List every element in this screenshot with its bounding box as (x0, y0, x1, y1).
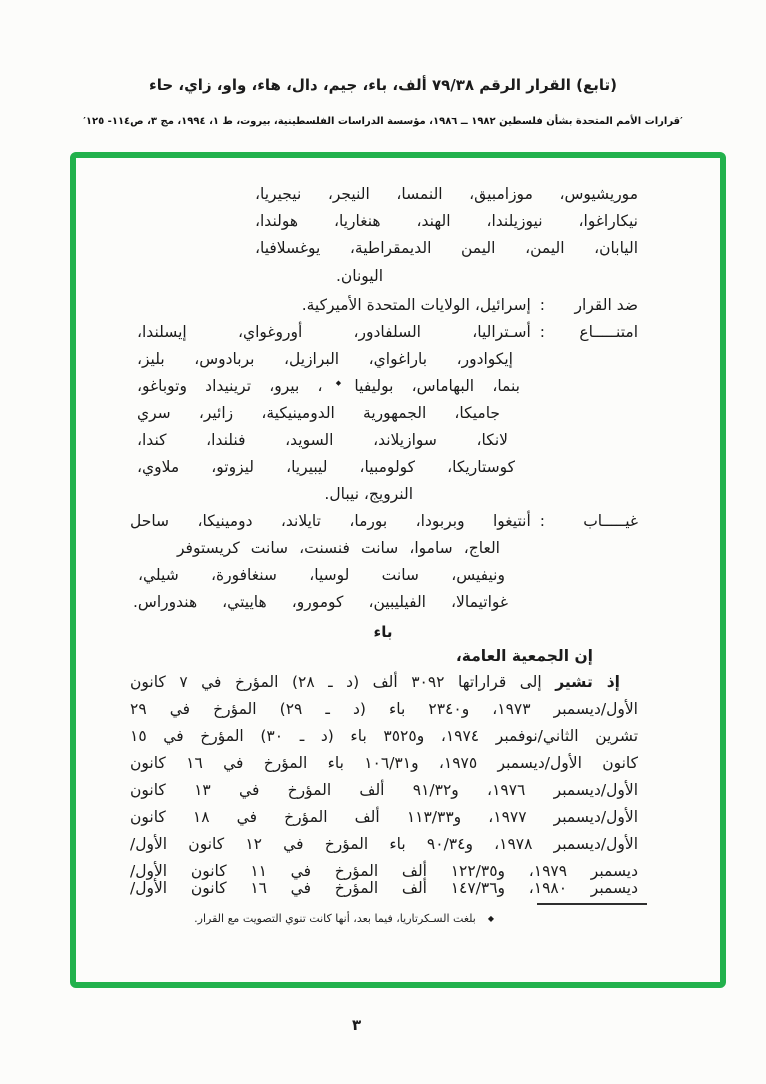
recall-line: ديسمبر ١٩٨٠، و١٤٧/٣٦ ألف المؤرخ في ١٦ كانون الأول/ (130, 879, 638, 897)
abstain-line: لانكا، سوازيلاند، السويد، فنلندا، كندا، (137, 431, 508, 449)
abstain-line: إيكوادور، باراغواي، البرازيل، بربادوس، بليز، (137, 350, 513, 368)
entry-colon: : (539, 512, 545, 530)
section-heading: باء (373, 623, 393, 641)
source-citation: ′قرارات الأمم المتحدة بشأن فلسطين ١٩٨٢ ــ ١٩٨٦، مؤسسة الدراسات الفلسطينية، بيروت، ط ١، ١٩٩٤، مج ٣، ص١١٤- ١٢٥′ (83, 116, 683, 127)
recall-line: تشرين الثاني/نوفمبر ١٩٧٤، و٣٥٢٥ باء (د ـ ٣٠) المؤرخ في ١٥ (130, 727, 639, 745)
recall-line: الأول/ديسمبر ١٩٧٧، و١١٣/٣٣ ألف المؤرخ في ١٨ كانون (130, 808, 638, 826)
abstain-line-text: ، بيرو، ترينيداد وتوباغو، (137, 377, 323, 395)
absent-entry (130, 511, 638, 531)
recall-line: الأول/ديسمبر ١٩٧٣، و٢٣٤٠ باء (د ـ ٢٩) المؤرخ في ٢٩ (130, 700, 638, 718)
preamble-heading: إن الجمعية العامة، (455, 647, 593, 665)
page-title: (تابع) القرار الرقم ٧٩/٣٨ ألف، باء، جيم، دال، هاء، واو، زاي، حاء (149, 76, 617, 94)
abstain-line: أسـتراليا، السلفادور، أوروغواي، إيسلندا، (137, 323, 531, 341)
abstain-last-line: النرويج، نيبال. (324, 485, 413, 503)
footnote (194, 911, 494, 927)
recall-line: كانون الأول/ديسمبر ١٩٧٥، و١٠٦/٣١ باء المؤرخ في ١٦ كانون (130, 754, 638, 772)
abstain-line: جاميكا، الجمهورية الدومينيكية، زائير، سري (137, 404, 500, 422)
abstain-line (137, 376, 520, 396)
recall-line-text: إلى قراراتها ٣٠٩٢ ألف (د ـ ٢٨) المؤرخ في ٧ كانون (130, 673, 556, 691)
vote-for-line: اليابان، اليمن، اليمن الديمقراطية، يوغسلافيا، (255, 239, 638, 257)
recall-line: الأول/ديسمبر ١٩٧٨، و٩٠/٣٤ باء المؤرخ في ١٢ كانون الأول/ (130, 835, 638, 853)
recall-bold-prefix: إذ تشير (555, 673, 620, 691)
page-number: ٣ (352, 1016, 362, 1034)
absent-line: العاج، ساموا، سانت فنسنت، سانت كريستوفر (177, 539, 500, 557)
recall-line: الأول/ديسمبر ١٩٧٦، و٩١/٣٢ ألف المؤرخ في ١٣ كانون (130, 781, 639, 799)
against-label: ضد القرار (574, 296, 638, 314)
abstain-line: كوستاريكا، كولومبيا، ليبيريا، ليزوتو، ملاوي، (137, 458, 515, 476)
vote-for-line: موريشيوس، موزامبيق، النمسا، النيجر، نيجيريا، (255, 185, 638, 203)
abstain-line-text: بنما، البهاماس، بوليفيا (354, 377, 520, 395)
abstain-entry (137, 322, 638, 342)
vote-for-last-line: اليونان. (335, 267, 383, 285)
footnote-rule (537, 903, 647, 905)
recall-line: ديسمبر ١٩٧٩، و١٢٢/٣٥ ألف المؤرخ في ١١ كانون الأول/ (130, 862, 638, 880)
absent-label: غيـــــاب (583, 512, 638, 530)
absent-line: أنتيغوا وبربودا، بورما، تايلاند، دومينيكا، ساحل (130, 512, 531, 530)
footnote-text: بلغت السـكرتاريا، فيما بعد، أنها كانت تنوي التصويت مع القرار. (194, 912, 476, 925)
against-entry (130, 295, 638, 315)
entry-colon: : (539, 323, 545, 341)
bolivia-footnote-marker: ◆ (322, 378, 355, 387)
vote-for-line: نيكاراغوا، نيوزيلندا، الهند، هنغاريا، هولندا، (255, 212, 638, 230)
recall-line (130, 672, 638, 692)
footnote-marker: ◆ (487, 914, 494, 923)
absent-line: غواتيمالا، الفيليبين، كومورو، هاييتي، هندوراس. (133, 593, 508, 611)
abstain-label: امتنـــــاع (579, 323, 638, 341)
absent-line: ونيفيس، سانت لوسيا، سنغافورة، شيلي، (138, 566, 505, 584)
against-text: إسرائيل، الولايات المتحدة الأميركية. (301, 296, 531, 314)
entry-colon: : (539, 296, 545, 314)
